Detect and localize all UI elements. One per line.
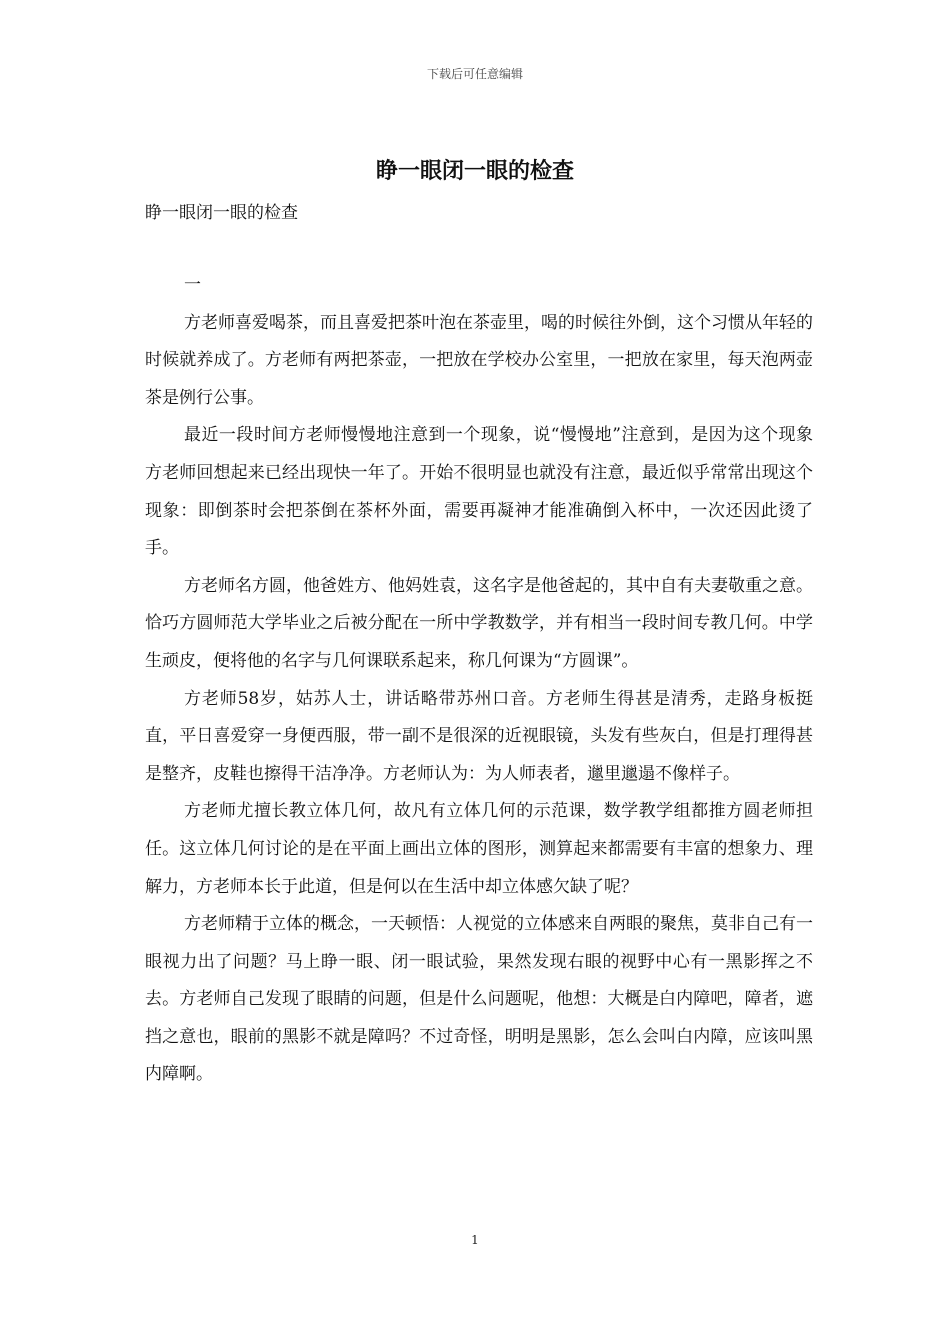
paragraph: 方老师58岁，姑苏人士，讲话略带苏州口音。方老师生得甚是清秀，走路身板挺直，平日喜爱穿一身便西服，带一副不是很深的近视眼镜，头发有些灰白，但是打理得甚是整齐，皮鞋也擦得干洁净净。方老师认为：为人师表者，邋里邋遢不像样子。 [145, 688, 813, 784]
page-header: 下载后可任意编辑 [426, 67, 523, 81]
paragraph: 方老师喜爱喝茶，而且喜爱把茶叶泡在茶壶里，喝的时候往外倒，这个习惯从年轻的时候就养成了。方老师有两把茶壶，一把放在学校办公室里，一把放在家里，每天泡两壶茶是例行公事。 [145, 312, 813, 408]
document-title: 睁一眼闭一眼的检查 [375, 158, 574, 184]
section-number: 一 [184, 275, 201, 295]
page-number: 1 [471, 1233, 479, 1247]
document-subtitle: 睁一眼闭一眼的检查 [145, 203, 298, 223]
paragraph: 方老师精于立体的概念，一天顿悟：人视觉的立体感来自两眼的聚焦，莫非自己有一眼视力出了问题？马上睁一眼、闭一眼试验，果然发现右眼的视野中心有一黑影挥之不去。方老师自己发现了眼睛的问题，但是什么问题呢，他想：大概是白内障吧，障者，遮挡之意也，眼前的黑影不就是障吗？不过奇怪，明明是黑影，怎么会叫白内障，应该叫黑内障啊。 [145, 914, 813, 1085]
paragraph: 最近一段时间方老师慢慢地注意到一个现象，说“慢慢地”注意到，是因为这个现象方老师回想起来已经出现快一年了。开始不很明显也就没有注意，最近似乎常常出现这个现象：即倒茶时会把茶倒在茶杯外面，需要再凝神才能准确倒入杯中，一次还因此烫了手。 [145, 425, 813, 559]
paragraph: 方老师尤擅长教立体几何，故凡有立体几何的示范课，数学教学组都推方圆老师担任。这立体几何讨论的是在平面上画出立体的图形，测算起来都需要有丰富的想象力、理解力，方老师本长于此道，但是何以在生活中却立体感欠缺了呢？ [145, 801, 813, 897]
document-body [145, 267, 813, 1094]
paragraph: 方老师名方圆，他爸姓方、他妈姓袁，这名字是他爸起的，其中自有夫妻敬重之意。恰巧方圆师范大学毕业之后被分配在一所中学教数学，并有相当一段时间专教几何。中学生顽皮，便将他的名字与几何课联系起来，称几何课为“方圆课”。 [145, 575, 813, 671]
